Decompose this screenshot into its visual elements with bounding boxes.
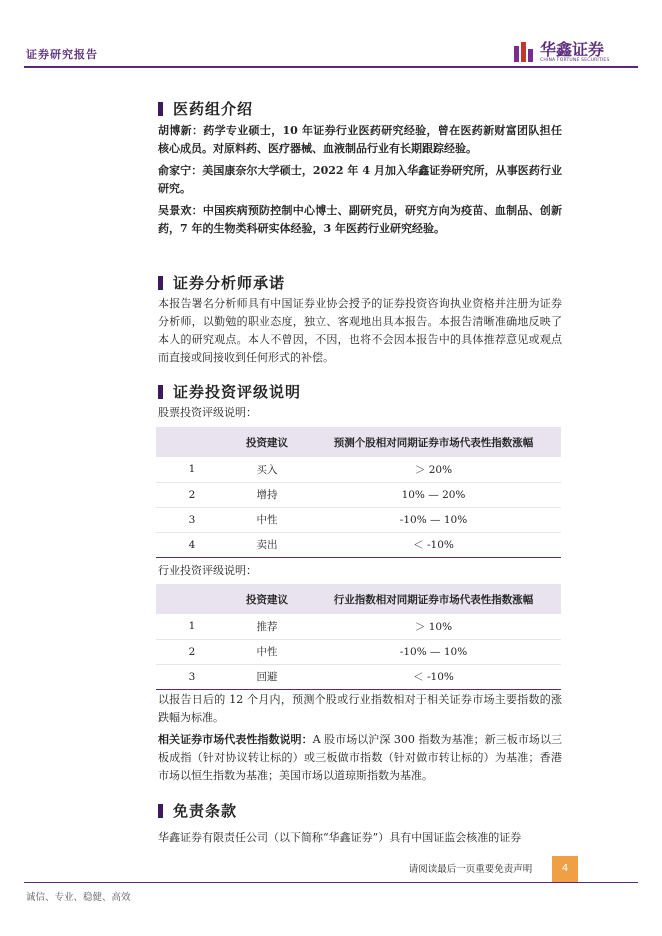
- section-title: 证券投资评级说明: [173, 383, 302, 401]
- table-row: [156, 614, 561, 639]
- table-cell: 1: [156, 457, 228, 482]
- company-logo: [512, 40, 610, 64]
- logo-english-name: CHINA FORTUNE SECURITIES: [540, 58, 610, 63]
- table-cell: 3: [156, 507, 228, 532]
- report-header-title: 证券研究报告: [26, 48, 98, 61]
- table-row: [156, 532, 561, 557]
- table-row: [156, 664, 561, 689]
- team-member-1: 胡博新：药学专业硕士，10 年证券行业医药研究经验，曾在医药新财富团队担任核心成员。对原料药、医疗器械、血液制品行业有长期跟踪经验。: [158, 124, 562, 155]
- table-cell: ＞ 20%: [306, 457, 561, 482]
- table-header-cell: 行业指数相对同期证券市场代表性指数涨幅: [306, 584, 561, 614]
- table-row: [156, 457, 561, 482]
- section-marker-icon: [158, 804, 163, 818]
- table-header-cell: 预测个股相对同期证券市场代表性指数涨幅: [306, 427, 561, 457]
- logo-chinese-name: 华鑫证券: [540, 40, 605, 59]
- table-header-row: [156, 427, 561, 457]
- industry-rating-table: [156, 584, 561, 690]
- table-header-row: [156, 584, 561, 614]
- table-header-cell: [156, 427, 228, 457]
- section-title: 医药组介绍: [173, 100, 254, 118]
- index-benchmark-note-title: 相关证券市场代表性指数说明：: [158, 733, 313, 746]
- table-cell: 回避: [228, 664, 306, 689]
- section-heading-team: [158, 98, 253, 119]
- disclaimer-notice: 请阅读最后一页重要免责声明: [408, 864, 533, 875]
- section-heading-rating: [158, 381, 301, 402]
- table-header-cell: [156, 584, 228, 614]
- index-benchmark-note-body: A 股市场以沪深 300 指数为基准；新三板市场以三板成指（针对协议转让标的）或三板做市指数（针对做市转让标的）为基准；香港市场以恒生指数为基准；美国市场以道琼斯指数为基准。: [158, 733, 562, 782]
- footer-divider: [24, 882, 638, 883]
- table-cell: 2: [156, 639, 228, 664]
- table-header-cell: 投资建议: [228, 427, 306, 457]
- table-cell: 中性: [228, 639, 306, 664]
- header-divider: [24, 66, 638, 68]
- table-cell: 10% — 20%: [306, 482, 561, 507]
- table-cell: 2: [156, 482, 228, 507]
- team-member-3: 吴景欢：中国疾病预防控制中心博士、副研究员，研究方向为疫苗、血制品、创新药，7 年的生物类科研实体经验，3 年医药行业研究经验。: [158, 204, 562, 235]
- team-member-2: 俞家宁：美国康奈尔大学硕士，2022 年 4 月加入华鑫证券研究所，从事医药行业研究。: [158, 164, 562, 195]
- section-heading-commitment: [158, 272, 285, 293]
- table-cell: 买入: [228, 457, 306, 482]
- disclaimer-text: 华鑫证券有限责任公司（以下简称“华鑫证券”）具有中国证监会核准的证券: [158, 831, 522, 844]
- table-cell: ＞ 10%: [306, 614, 561, 639]
- table-cell: 1: [156, 614, 228, 639]
- table-cell: 中性: [228, 507, 306, 532]
- page-number: 4: [552, 856, 578, 882]
- section-heading-disclaimer: [158, 800, 237, 821]
- index-benchmark-note: [158, 731, 562, 785]
- footer-motto: 诚信、专业、稳健、高效: [26, 892, 131, 903]
- table-cell: 3: [156, 664, 228, 689]
- table-cell: 4: [156, 532, 228, 557]
- section-title: 证券分析师承诺: [173, 274, 286, 292]
- table-cell: ＜ -10%: [306, 664, 561, 689]
- stock-rating-table: [156, 427, 561, 558]
- section-marker-icon: [158, 276, 163, 290]
- industry-rating-label: 行业投资评级说明：: [158, 564, 257, 577]
- logo-mark-icon: [512, 40, 536, 64]
- table-header-cell: 投资建议: [228, 584, 306, 614]
- table-cell: -10% — 10%: [306, 507, 561, 532]
- table-cell: 增持: [228, 482, 306, 507]
- table-row: [156, 507, 561, 532]
- table-row: [156, 639, 561, 664]
- table-cell: 卖出: [228, 532, 306, 557]
- section-title: 免责条款: [173, 802, 238, 820]
- table-cell: -10% — 10%: [306, 639, 561, 664]
- section-marker-icon: [158, 385, 163, 399]
- stock-rating-label: 股票投资评级说明：: [158, 406, 257, 419]
- table-row: [156, 482, 561, 507]
- commitment-text: 本报告署名分析师具有中国证券业协会授予的证券投资咨询执业资格并注册为证券分析师，以勤勉的职业态度，独立、客观地出具本报告。本报告清晰准确地反映了本人的研究观点。本人不曾因，不因，也将不会因本报告中的具体推荐意见或观点而直接或间接收到任何形式的补偿。: [158, 297, 562, 364]
- rating-basis-note: 以报告日后的 12 个月内，预测个股或行业指数相对于相关证券市场主要指数的涨跌幅为标准。: [158, 693, 562, 724]
- section-marker-icon: [158, 102, 163, 116]
- table-cell: 推荐: [228, 614, 306, 639]
- table-cell: ＜ -10%: [306, 532, 561, 557]
